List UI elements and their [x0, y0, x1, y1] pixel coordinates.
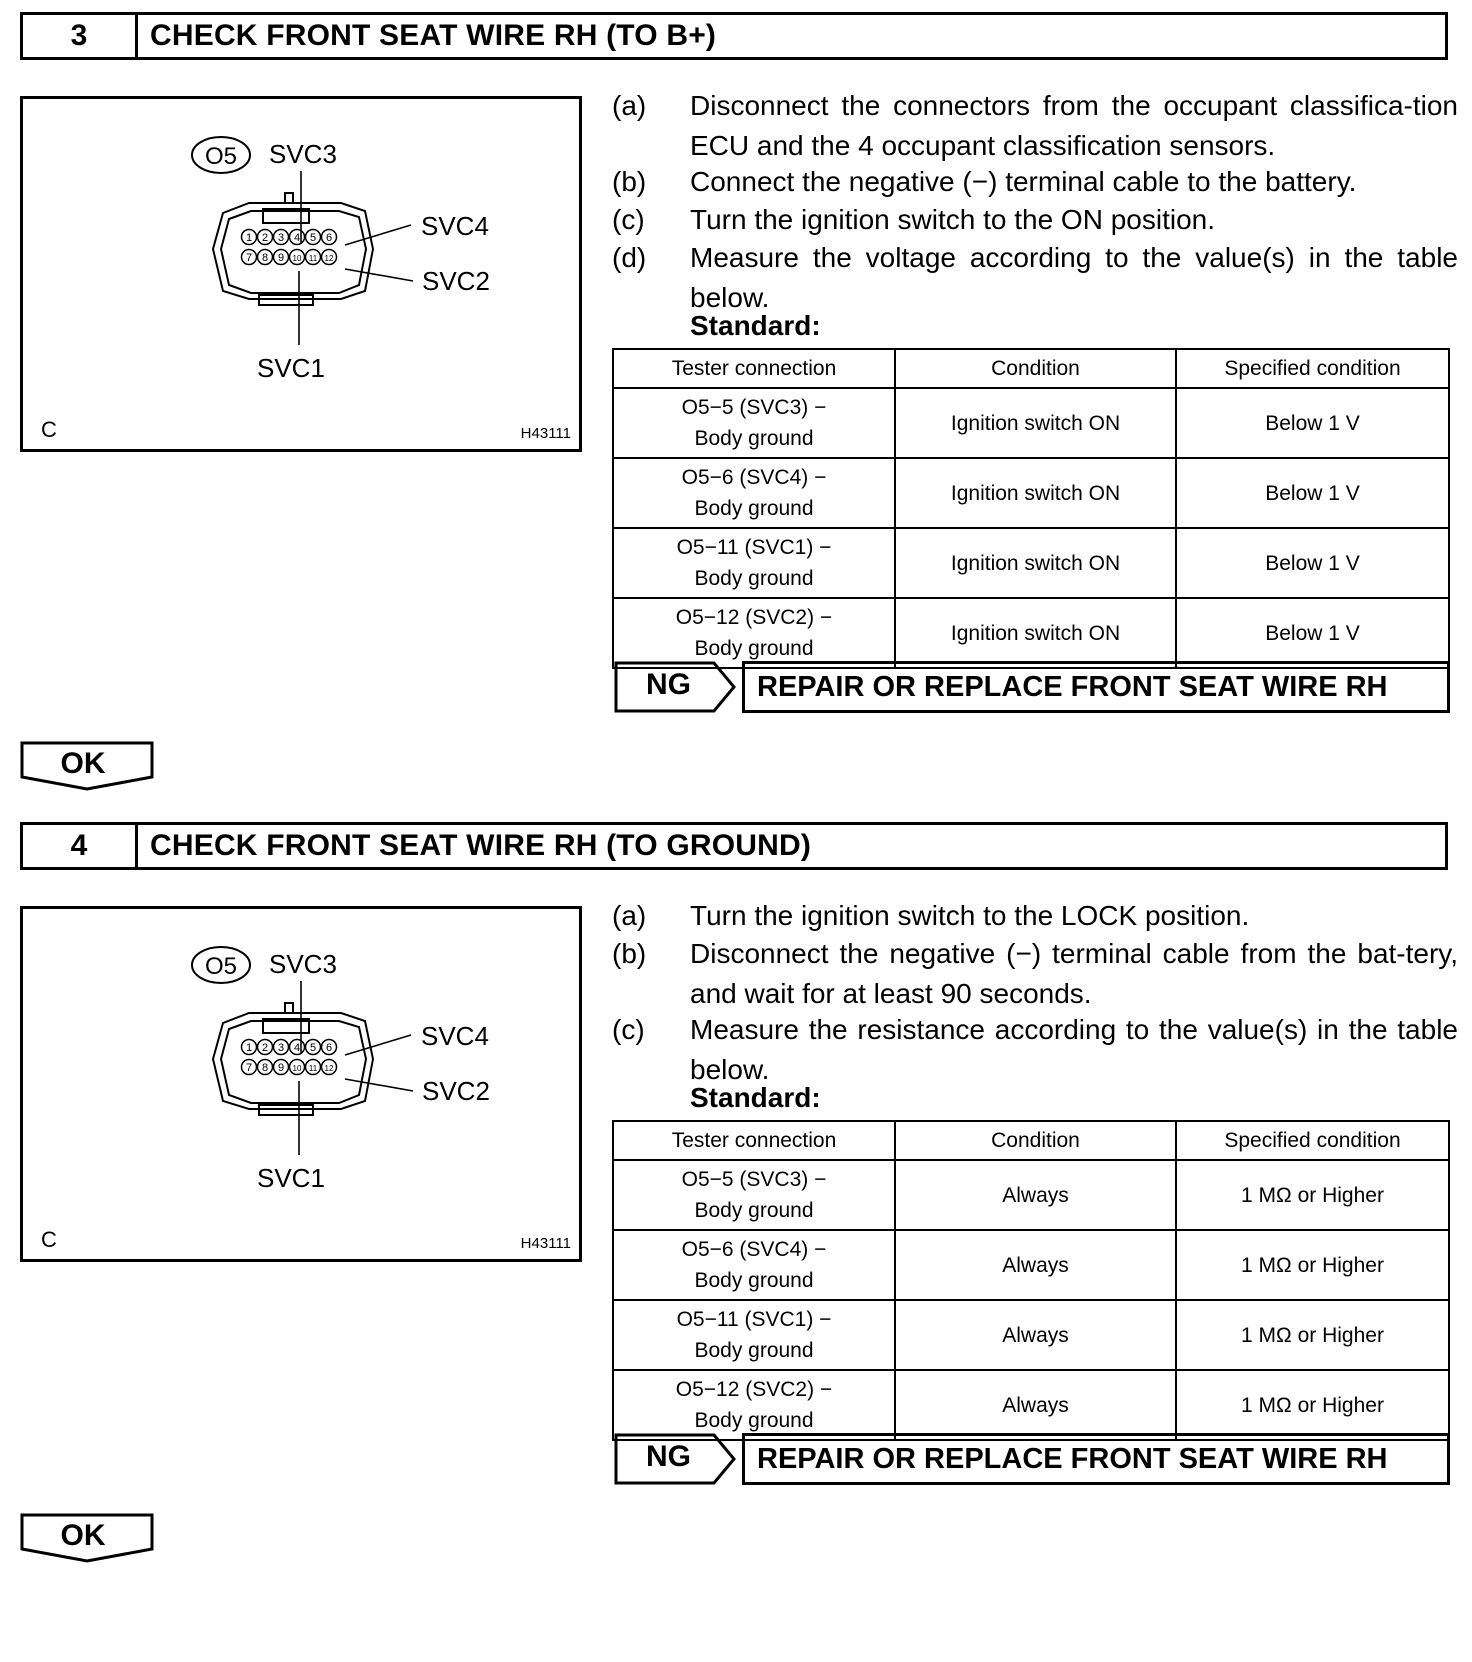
tester-connection-ground: Body ground	[694, 1269, 814, 1292]
specified-condition-cell: Below 1 V	[1176, 528, 1449, 598]
pin-number: 10	[292, 254, 302, 263]
tester-connection-terminal: O5−12 (SVC2) −	[675, 1378, 833, 1401]
condition-cell: Always	[895, 1370, 1176, 1440]
ng-branch	[614, 661, 1450, 713]
table-row	[613, 1160, 1449, 1230]
svc1-label: SVC1	[257, 1163, 325, 1193]
section-number: 3	[23, 15, 138, 57]
section-title: CHECK FRONT SEAT WIRE RH (TO B+)	[150, 19, 717, 52]
condition-cell: Ignition switch ON	[895, 388, 1176, 458]
tester-connection-terminal: O5−5 (SVC3) −	[681, 1168, 827, 1191]
svc4-label: SVC4	[421, 211, 489, 241]
table-row	[613, 388, 1449, 458]
tester-connection-ground: Body ground	[694, 1339, 814, 1362]
connector-pin	[322, 250, 337, 265]
connector-pin	[322, 1040, 337, 1055]
connector-pin	[322, 230, 337, 245]
svc4-label: SVC4	[421, 1021, 489, 1051]
step-item	[612, 200, 1458, 240]
step-item	[612, 238, 1458, 318]
column-header: Tester connection	[613, 1121, 895, 1160]
ng-arrow-box	[614, 1433, 734, 1485]
tester-connection-ground: Body ground	[694, 567, 814, 590]
step-label: (b)	[612, 938, 647, 969]
column-header: Specified condition	[1176, 1121, 1449, 1160]
step-text: Disconnect the connectors from the occupant classifica-tion ECU and the 4 occupant classification sensors.	[690, 90, 1458, 161]
standard-label: Standard:	[690, 1082, 821, 1113]
pin-number: 12	[324, 1064, 334, 1073]
step-text: Connect the negative (−) terminal cable to the battery.	[690, 166, 1357, 197]
table-row	[613, 528, 1449, 598]
svc2-label: SVC2	[422, 1076, 490, 1106]
check-section	[0, 810, 1472, 1630]
table-row	[613, 1230, 1449, 1300]
tester-connection-ground: Body ground	[694, 497, 814, 520]
tester-connection-cell	[613, 458, 895, 528]
pin-number: 2	[261, 1042, 269, 1054]
tester-connection-ground: Body ground	[694, 1199, 814, 1222]
pin-number: 2	[261, 232, 269, 244]
ok-label: OK	[60, 747, 106, 780]
tester-connection-cell	[613, 598, 895, 668]
svc1-label: SVC1	[257, 353, 325, 383]
connector-pin	[290, 1040, 305, 1055]
connector-pin	[306, 1040, 321, 1055]
connector-pin	[290, 250, 305, 265]
pin-number: 8	[261, 1062, 269, 1074]
pin-number: 4	[293, 232, 301, 244]
tester-connection-cell	[613, 1300, 895, 1370]
check-section	[0, 0, 1472, 820]
pin-number: 11	[308, 1064, 318, 1073]
specified-condition-cell: 1 MΩ or Higher	[1176, 1300, 1449, 1370]
pin-number: 8	[261, 252, 269, 264]
specified-condition-cell: 1 MΩ or Higher	[1176, 1160, 1449, 1230]
table-row	[613, 1370, 1449, 1440]
spec-table	[612, 348, 1450, 669]
connector-pin	[290, 1060, 305, 1075]
tester-connection-terminal: O5−6 (SVC4) −	[681, 1238, 827, 1261]
ng-action: REPAIR OR REPLACE FRONT SEAT WIRE RH	[742, 661, 1450, 713]
ng-branch	[614, 1433, 1450, 1485]
tester-connection-terminal: O5−12 (SVC2) −	[675, 606, 833, 629]
specified-condition-cell: Below 1 V	[1176, 458, 1449, 528]
tester-connection-terminal: O5−6 (SVC4) −	[681, 466, 827, 489]
ok-branch	[20, 741, 156, 791]
condition-cell: Ignition switch ON	[895, 528, 1176, 598]
condition-cell: Ignition switch ON	[895, 458, 1176, 528]
pin-group	[242, 230, 337, 265]
pin-number: 9	[277, 252, 285, 264]
step-text: Turn the ignition switch to the ON position.	[690, 204, 1215, 235]
step-label: (c)	[612, 1014, 645, 1045]
condition-cell: Always	[895, 1160, 1176, 1230]
connector-pin	[274, 250, 289, 265]
step-text: Turn the ignition switch to the LOCK position.	[690, 900, 1250, 931]
step-label: (c)	[612, 204, 645, 235]
tester-connection-terminal: O5−11 (SVC1) −	[676, 1308, 832, 1331]
connector-pin	[274, 1060, 289, 1075]
step-label: (b)	[612, 166, 647, 197]
section-number: 4	[23, 825, 138, 867]
pin-number: 9	[277, 1062, 285, 1074]
svc2-label: SVC2	[422, 266, 490, 296]
pin-number: 1	[245, 232, 253, 244]
specified-condition-cell: 1 MΩ or Higher	[1176, 1230, 1449, 1300]
ok-branch	[20, 1513, 156, 1563]
specified-condition-cell: Below 1 V	[1176, 598, 1449, 668]
step-item	[612, 162, 1458, 202]
connector-pin	[258, 1060, 273, 1075]
condition-cell: Ignition switch ON	[895, 598, 1176, 668]
table-header-row	[613, 349, 1449, 388]
tester-connection-cell	[613, 1160, 895, 1230]
pin-number: 5	[309, 232, 317, 244]
tester-connection-ground: Body ground	[694, 637, 814, 660]
connector-id-label: O5	[204, 143, 238, 170]
table-header-row	[613, 1121, 1449, 1160]
step-text: Disconnect the negative (−) terminal cable from the bat-tery, and wait for at least 90 seconds.	[690, 938, 1458, 1009]
step-label: (a)	[612, 90, 647, 121]
connector-pin	[242, 250, 257, 265]
connector-diagram	[23, 99, 579, 449]
step-item	[612, 896, 1458, 936]
tester-connection-terminal: O5−5 (SVC3) −	[681, 396, 827, 419]
pin-number: 4	[293, 1042, 301, 1054]
section-header	[20, 12, 1448, 60]
connector-pin	[306, 1060, 321, 1075]
connector-housing	[213, 1003, 373, 1115]
pin-number: 12	[324, 254, 334, 263]
svc3-label: SVC3	[269, 949, 337, 979]
ng-arrow-box	[614, 661, 734, 713]
connector-pin	[322, 1060, 337, 1075]
pin-number: 6	[325, 1042, 333, 1054]
section-title: CHECK FRONT SEAT WIRE RH (TO GROUND)	[150, 829, 812, 862]
step-label: (d)	[612, 242, 647, 273]
svc3-label: SVC3	[269, 139, 337, 169]
connector-pin	[306, 230, 321, 245]
column-header: Tester connection	[613, 349, 895, 388]
tester-connection-cell	[613, 388, 895, 458]
ng-label: NG	[646, 1440, 691, 1473]
connector-housing	[213, 193, 373, 305]
step-item	[612, 1010, 1458, 1090]
section-header	[20, 822, 1448, 870]
tester-connection-ground: Body ground	[694, 1409, 814, 1432]
figure-corner-letter: C	[41, 1227, 57, 1252]
pin-number: 5	[309, 1042, 317, 1054]
pin-number: 3	[277, 1042, 285, 1054]
table-row	[613, 1300, 1449, 1370]
figure-id: H43111	[520, 425, 571, 442]
tester-connection-ground: Body ground	[694, 427, 814, 450]
connector-pin	[258, 250, 273, 265]
tester-connection-terminal: O5−11 (SVC1) −	[676, 536, 832, 559]
connector-pin	[258, 230, 273, 245]
specified-condition-cell: 1 MΩ or Higher	[1176, 1370, 1449, 1440]
step-text: Measure the voltage according to the value(s) in the table below.	[690, 242, 1458, 313]
pin-number: 11	[308, 254, 318, 263]
step-text: Measure the resistance according to the value(s) in the table below.	[690, 1014, 1458, 1085]
table-row	[613, 598, 1449, 668]
column-header: Specified condition	[1176, 349, 1449, 388]
ok-label: OK	[60, 1519, 106, 1552]
step-item	[612, 934, 1458, 1014]
pin-number: 7	[245, 252, 253, 264]
connector-pin	[274, 1040, 289, 1055]
connector-pin	[306, 250, 321, 265]
connector-figure	[20, 96, 582, 452]
pin-number: 3	[277, 232, 285, 244]
connector-pin	[258, 1040, 273, 1055]
connector-pin	[274, 230, 289, 245]
standard-label: Standard:	[690, 310, 821, 341]
connector-pin	[242, 230, 257, 245]
column-header: Condition	[895, 349, 1176, 388]
ng-label: NG	[646, 668, 691, 701]
pin-number: 1	[245, 1042, 253, 1054]
connector-figure	[20, 906, 582, 1262]
figure-id: H43111	[520, 1235, 571, 1252]
connector-pin	[242, 1040, 257, 1055]
tester-connection-cell	[613, 528, 895, 598]
step-item	[612, 86, 1458, 166]
connector-pin	[290, 230, 305, 245]
pin-group	[242, 1040, 337, 1075]
pin-number: 6	[325, 232, 333, 244]
table-row	[613, 458, 1449, 528]
spec-table	[612, 1120, 1450, 1441]
step-label: (a)	[612, 900, 647, 931]
tester-connection-cell	[613, 1230, 895, 1300]
ng-action: REPAIR OR REPLACE FRONT SEAT WIRE RH	[742, 1433, 1450, 1485]
condition-cell: Always	[895, 1300, 1176, 1370]
connector-id-label: O5	[204, 953, 238, 980]
pin-number: 7	[245, 1062, 253, 1074]
specified-condition-cell: Below 1 V	[1176, 388, 1449, 458]
figure-corner-letter: C	[41, 417, 57, 442]
tester-connection-cell	[613, 1370, 895, 1440]
column-header: Condition	[895, 1121, 1176, 1160]
connector-pin	[242, 1060, 257, 1075]
condition-cell: Always	[895, 1230, 1176, 1300]
connector-diagram	[23, 909, 579, 1259]
pin-number: 10	[292, 1064, 302, 1073]
